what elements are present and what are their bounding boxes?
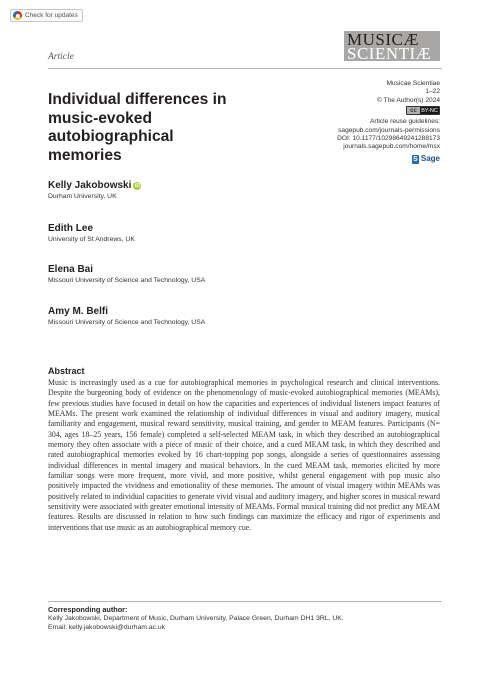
author-affiliation: Missouri University of Science and Technology, USA (48, 319, 206, 326)
journal-logo-line2: SCIENTIÆ (347, 44, 432, 61)
corresponding-author-email[interactable]: Email: kelly.jakobowski@durham.ac.uk (48, 624, 166, 631)
page-range: 1–22 (425, 88, 440, 96)
article-title: Individual differences in music-evoked autobiographical memories (48, 91, 227, 164)
author-name-text: Kelly Jakobowski (48, 180, 132, 191)
author-affiliation: Missouri University of Science and Technology, USA (48, 277, 206, 284)
journal-logo-line1: MUSICÆ (347, 31, 419, 49)
author-name: Elena Bai (48, 264, 94, 275)
author-block (48, 264, 205, 284)
corresponding-author-address: Kelly Jakobowski, Department of Music, Durham University, Palace Green, Durham DH1 3RL, UK. (48, 615, 344, 622)
footer-divider (48, 601, 442, 602)
author-block (48, 180, 141, 200)
article-type-label: Article (48, 52, 74, 62)
journal-name: Musicae Scientiae (386, 80, 440, 87)
corresponding-author-heading: Corresponding author: (48, 605, 128, 614)
reuse-guidelines-label: Article reuse guidelines: (369, 118, 440, 126)
author-block (48, 223, 135, 243)
license-label: BY-NC (421, 108, 438, 115)
publication-metadata (310, 80, 440, 164)
doi-link[interactable]: DOI: 10.1177/10298649241288173 (337, 135, 440, 143)
check-for-updates-button[interactable] (10, 9, 83, 22)
cc-icon: cc (407, 107, 420, 114)
abstract-text: Music is increasingly used as a cue for autobiographical memories in psychological research and clinical interventions. Despite the burgeoning body of evidence on the phenomenology of music-evoked autobiographical memories (MEAMs), few previous studies have focused in detail on how the capacities and experiences of individual listeners impact features of MEAMs. The present work examined the relationship of individual differences in visual and auditory imagery, musical familiarity and engagement, musical reward sensitivity, musical training, and gender to MEAM features. Participants (N= 304, ages 18–25 years, 156 female) completed a self-selected MEAM task, in which they described an autobiographical memory they often associate with a piece of music of their choice, and a cued MEAM task, in which they described and rated autobiographical memories evoked by 16 chart-topping pop songs, alongside a series of questionnaires assessing individual differences in mental imagery and musical behaviors. In the cued MEAM task, memories elicited by more familiar songs were more frequent, more vivid, and more positive, whilst general engagement with pop music also positively impacted the vividness and emotionality of these memories. The amount of visual imagery within MEAMs was positively related to individual capacities to generate vivid visual and auditory imagery, and higher scores in musical reward sensitivity were associated with greater emotional intensity of MEAMs. Formal musical training did not predict any MEAM features. Results are discussed in relation to how such findings can maximize the efficacy and rigor of experiments and interventions that use music as an autobiographical memory cue. (48, 378, 440, 532)
author-name: Edith Lee (48, 223, 94, 234)
reuse-guidelines-link[interactable]: sagepub.com/journals-permissions (338, 126, 440, 134)
publisher-logo (412, 155, 440, 164)
author-affiliation: University of St Andrews, UK (48, 236, 135, 243)
cc-license-badge[interactable] (406, 106, 440, 115)
author-affiliation: Durham University, UK (48, 193, 117, 200)
sage-icon: S (413, 155, 418, 163)
orcid-icon[interactable]: iD (134, 182, 140, 189)
author-block (48, 306, 205, 326)
crossmark-icon (13, 11, 22, 20)
corresponding-author (48, 605, 440, 632)
check-for-updates-label: Check for updates (25, 12, 78, 19)
publisher-name: Sage (420, 154, 440, 164)
author-name: Amy M. Belfi (48, 306, 109, 317)
abstract-heading: Abstract (48, 366, 85, 376)
journal-home-link[interactable]: journals.sagepub.com/home/msx (343, 143, 440, 151)
copyright-notice: © The Author(s) 2024 (376, 96, 440, 104)
journal-logo (344, 31, 440, 61)
author-name (48, 180, 141, 191)
header-divider (48, 68, 442, 69)
abstract-section (48, 366, 440, 533)
